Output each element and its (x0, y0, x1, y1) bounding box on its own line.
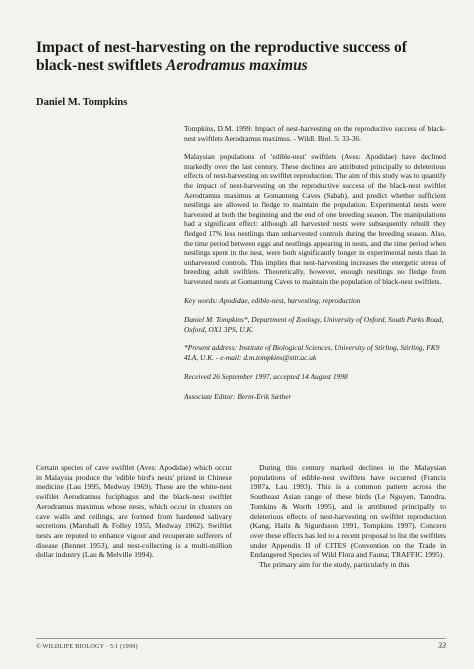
keywords: Key words: Apodidae, edible-nest, harvesting, reproduction (184, 295, 361, 305)
citation: Tompkins, D.M. 1999: Impact of nest-harvesting on the reproductive success of black-nest swiftlets Aerodramus maximus. - Wildl. Biol. 5: 33-36. (184, 124, 446, 143)
present-address: *Present address: Institute of Biological Sciences, University of Stirling, Stirling, FK9 4LA, U.K. - e-mail: d.m.tompkins@stir.ac.uk (184, 343, 440, 362)
abstract: Malaysian populations of 'edible-nest' swiftlets (Aves: Apodidae) have declined markedly over the last century. These declines are attributed principally to deleterious effects of nest-harvesting on swiftlet reproduction. The aim of this study was to quantify the impact of nest-harvesting on the reproductive success of the black-nest swiftlet Aerodramus maximus at Gomantong Caves (Sabah), and predict whether sufficient nestlings are allowed to fledge to maintain the population. Experimental nests were harvested at both the beginning and the end of one breeding season. The manipulations had a significant effect: although all harvested nests were subsequently rebuilt they fledged 17% less nestlings than unharvested controls during the breeding season. Also, the time period between eggs and nestlings appearing in nests, and the time period when nestlings spent in the nest, were both significantly longer in experimental nests than in unharvested controls. This implies that nest-harvesting increases the energetic stress of breeding adult swiftlets. Theoretically, however, enough nestlings no fledge from harvested nests at Gomantong Caves to maintain the population of black-nest swiftlets. (184, 152, 446, 286)
body-column-right (250, 463, 446, 570)
body-paragraph: The primary aim for the study, particularly in this (259, 560, 410, 570)
article-title (36, 39, 446, 75)
body-column-left (36, 463, 232, 570)
footer-divider (36, 638, 446, 639)
received-date: Received 26 September 1997, accepted 14 August 1998 (184, 372, 348, 382)
article-title-main: Impact of nest-harvesting on the reproductive success of black-nest swiftlets (36, 39, 407, 74)
article-author: Daniel M. Tompkins (36, 97, 128, 108)
author-address: Daniel M. Tompkins*, Department of Zoology, University of Oxford, South Parks Road, Oxford, OX1 3PS, U.K. (184, 315, 444, 334)
body-text (36, 463, 446, 570)
summary-block (184, 124, 446, 402)
body-paragraph: Certain species of cave swiftlet (Aves: Apodidae) which occur in Malaysia produce the 'edible bird's nests' prized in Chinese medicine (Lau 1995, Medway 1969). These are the white-nest swiftlet Aerodramus fuciphagus and the black-nest swiftlet Aerodramus maximus whose nests, which occur in clusters on cave walls and ceilings, are formed from hardened salivary secretions (Marshall & Folley 1955, Medway 1962). Swiftlet nests are reputed to enhance vigour and recuperate sufferers of disease (Bennet 1953), and nest-collecting is a multi-million dollar industry (Lau & Melville 1994). (36, 463, 232, 560)
associate-editor: Associate Editor: Bernt-Erik Sæther (184, 392, 292, 402)
body-paragraph: During this century marked declines in the Malaysian populations of edible-nest swiftlets have occurred (Francis 1987a, Lau 1993). This is a common pattern across the Southeast Asian range of these birds (Le Nguyen, Tanodra, Tomkins & Worth 1995), and is attributed principally to deleterious effects of nest-harvesting on swiftlet reproduction (Kang, Hails & Sigurdsson 1991, Tompkins 1997). Concern over these effects has led to a recent proposal to list the swiftlets under Appendix II of CITES (Convention on the Trade in Endangered Species of Wild Flora and Fauna; TRAFFIC 1995). (250, 463, 446, 560)
page-number: 33 (438, 641, 446, 650)
journal-footer: © WILDLIFE BIOLOGY · 5:1 (1999) (36, 643, 138, 650)
article-title-species: Aerodramus maximus (166, 57, 308, 74)
